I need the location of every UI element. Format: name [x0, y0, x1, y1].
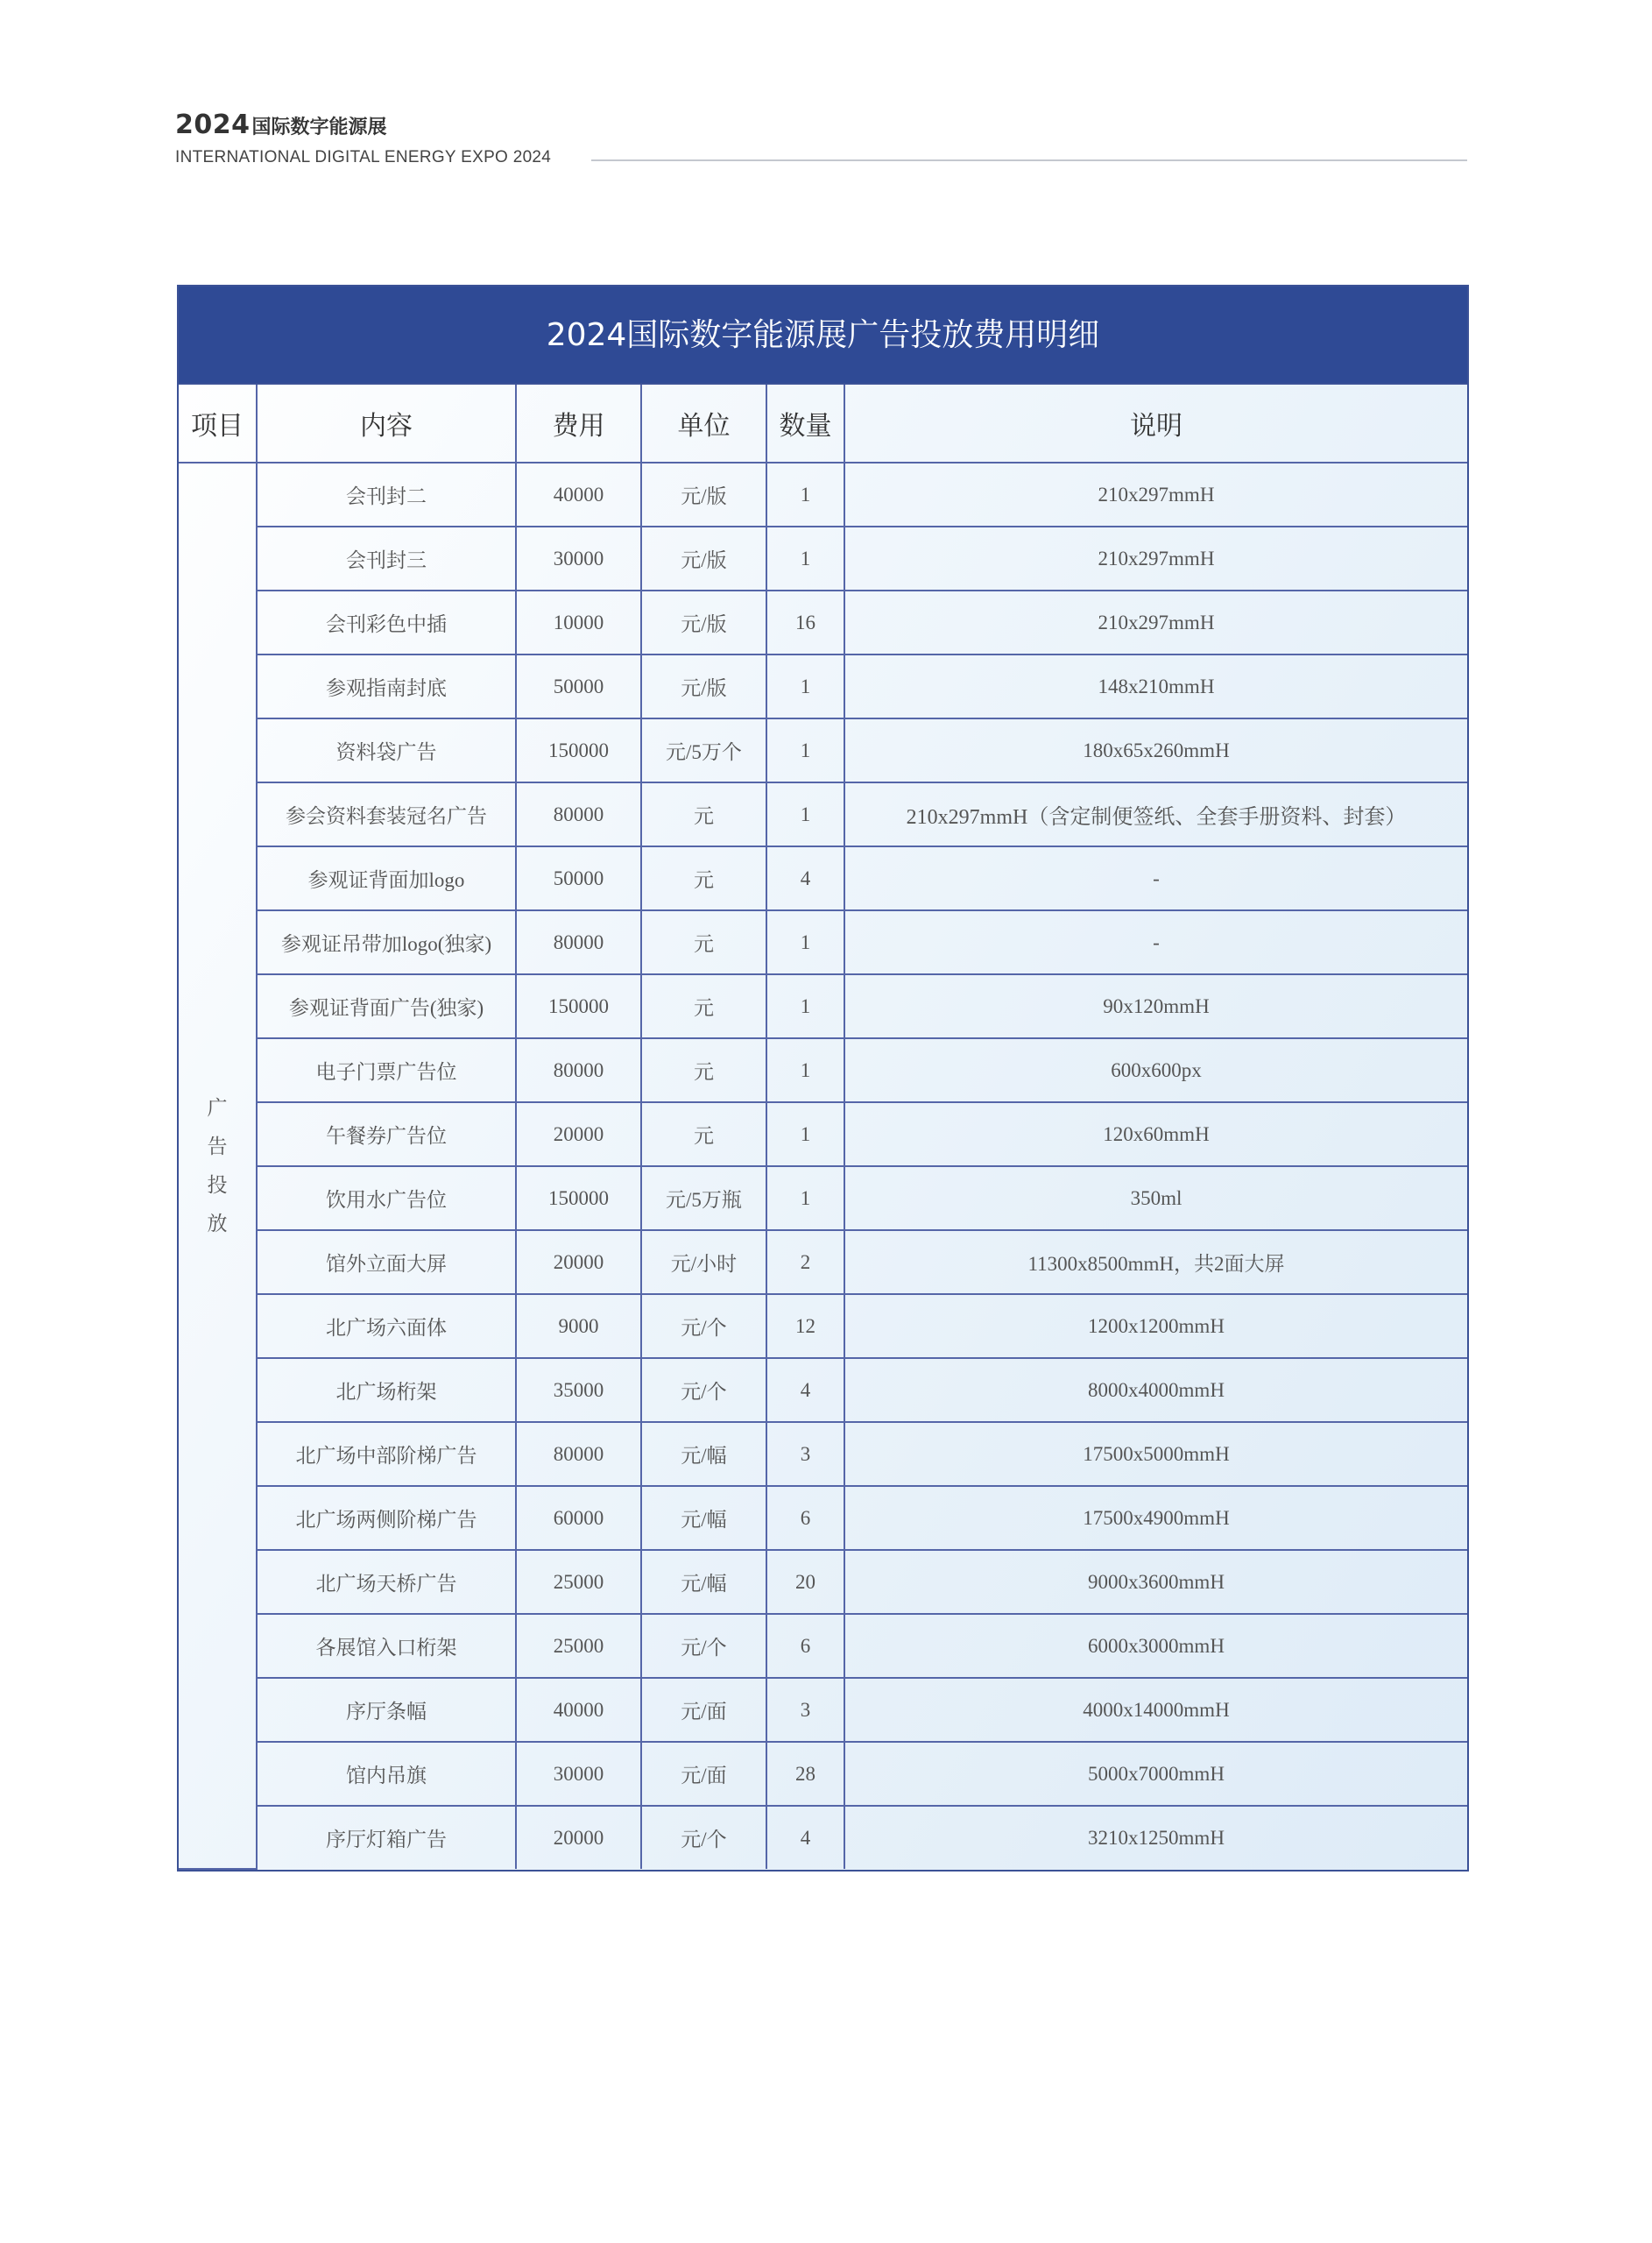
cell-content: 会刊彩色中插 — [257, 591, 516, 655]
table-row — [179, 1550, 1467, 1614]
cell-quantity: 6 — [766, 1614, 844, 1678]
cell-unit: 元 — [641, 974, 766, 1038]
cell-content: 馆外立面大屏 — [257, 1230, 516, 1294]
cell-content: 参观证背面广告(独家) — [257, 974, 516, 1038]
cell-content: 会刊封二 — [257, 463, 516, 527]
table-row — [179, 1806, 1467, 1869]
cell-unit: 元/个 — [641, 1294, 766, 1358]
cell-quantity: 28 — [766, 1742, 844, 1806]
cell-quantity: 1 — [766, 718, 844, 782]
table-row — [179, 527, 1467, 591]
table-row — [179, 974, 1467, 1038]
cell-unit: 元/面 — [641, 1742, 766, 1806]
cell-fee: 80000 — [516, 782, 641, 846]
cell-unit: 元/面 — [641, 1678, 766, 1742]
header-divider — [591, 159, 1467, 161]
cell-description: 148x210mmH — [844, 655, 1467, 718]
cell-content: 资料袋广告 — [257, 718, 516, 782]
category-char: 广 — [207, 1096, 228, 1120]
cell-description: 180x65x260mmH — [844, 718, 1467, 782]
cell-quantity: 12 — [766, 1294, 844, 1358]
table-row — [179, 1166, 1467, 1230]
cell-description: 210x297mmH — [844, 591, 1467, 655]
page-header — [175, 110, 1467, 180]
cell-description: 90x120mmH — [844, 974, 1467, 1038]
cell-content: 北广场中部阶梯广告 — [257, 1422, 516, 1486]
cell-fee: 10000 — [516, 591, 641, 655]
cell-quantity: 4 — [766, 1358, 844, 1422]
cell-fee: 35000 — [516, 1358, 641, 1422]
cell-quantity: 16 — [766, 591, 844, 655]
cell-content: 序厅条幅 — [257, 1678, 516, 1742]
table-row — [179, 1422, 1467, 1486]
cell-fee: 30000 — [516, 527, 641, 591]
cell-description: 120x60mmH — [844, 1102, 1467, 1166]
cell-description: 8000x4000mmH — [844, 1358, 1467, 1422]
cell-quantity: 1 — [766, 974, 844, 1038]
cell-quantity: 20 — [766, 1550, 844, 1614]
cell-unit: 元 — [641, 846, 766, 910]
cell-fee: 30000 — [516, 1742, 641, 1806]
cell-description: 4000x14000mmH — [844, 1678, 1467, 1742]
cell-content: 北广场桁架 — [257, 1358, 516, 1422]
cell-unit: 元/版 — [641, 591, 766, 655]
table-row — [179, 1358, 1467, 1422]
cell-description: - — [844, 910, 1467, 974]
cell-content: 电子门票广告位 — [257, 1038, 516, 1102]
table-row — [179, 1614, 1467, 1678]
cell-quantity: 4 — [766, 846, 844, 910]
category-char: 投 — [207, 1173, 228, 1197]
category-char: 告 — [207, 1135, 228, 1158]
table-row — [179, 718, 1467, 782]
table-row — [179, 1294, 1467, 1358]
cell-fee: 20000 — [516, 1230, 641, 1294]
category-char: 放 — [207, 1212, 228, 1235]
table-row — [179, 1742, 1467, 1806]
table-row — [179, 846, 1467, 910]
cell-unit: 元 — [641, 782, 766, 846]
cell-content: 馆内吊旗 — [257, 1742, 516, 1806]
cell-fee: 150000 — [516, 974, 641, 1038]
cell-quantity: 1 — [766, 1102, 844, 1166]
cell-content: 参观证背面加logo — [257, 846, 516, 910]
cell-content: 北广场两侧阶梯广告 — [257, 1486, 516, 1550]
cell-fee: 80000 — [516, 1422, 641, 1486]
cell-content: 参观证吊带加logo(独家) — [257, 910, 516, 974]
cell-unit: 元/小时 — [641, 1230, 766, 1294]
cell-unit: 元/个 — [641, 1806, 766, 1869]
cell-description: - — [844, 846, 1467, 910]
expo-year: 2024 — [175, 110, 251, 140]
table-row — [179, 1102, 1467, 1166]
fee-table-body — [179, 463, 1467, 1869]
cell-description: 9000x3600mmH — [844, 1550, 1467, 1614]
cell-quantity: 1 — [766, 527, 844, 591]
cell-description: 210x297mmH — [844, 463, 1467, 527]
cell-fee: 60000 — [516, 1486, 641, 1550]
cell-content: 北广场六面体 — [257, 1294, 516, 1358]
category-cell — [179, 463, 257, 1869]
expo-title — [175, 110, 387, 140]
cell-fee: 25000 — [516, 1614, 641, 1678]
cell-content: 参观指南封底 — [257, 655, 516, 718]
header-description: 说明 — [844, 385, 1467, 463]
cell-description: 17500x5000mmH — [844, 1422, 1467, 1486]
cell-content: 午餐券广告位 — [257, 1102, 516, 1166]
expo-name: 国际数字能源展 — [251, 117, 387, 138]
cell-description: 11300x8500mmH，共2面大屏 — [844, 1230, 1467, 1294]
cell-unit: 元/版 — [641, 527, 766, 591]
cell-fee: 25000 — [516, 1550, 641, 1614]
page-blank-area — [0, 1875, 1652, 2243]
cell-quantity: 2 — [766, 1230, 844, 1294]
cell-quantity: 6 — [766, 1486, 844, 1550]
header-item: 项目 — [179, 385, 257, 463]
cell-unit: 元/5万瓶 — [641, 1166, 766, 1230]
cell-unit: 元/幅 — [641, 1550, 766, 1614]
cell-fee: 9000 — [516, 1294, 641, 1358]
cell-content: 北广场天桥广告 — [257, 1550, 516, 1614]
cell-unit: 元/个 — [641, 1614, 766, 1678]
cell-fee: 20000 — [516, 1806, 641, 1869]
cell-quantity: 1 — [766, 782, 844, 846]
cell-fee: 50000 — [516, 655, 641, 718]
header-unit: 单位 — [641, 385, 766, 463]
cell-quantity: 1 — [766, 910, 844, 974]
cell-fee: 50000 — [516, 846, 641, 910]
table-row — [179, 1678, 1467, 1742]
cell-content: 序厅灯箱广告 — [257, 1806, 516, 1869]
cell-unit: 元 — [641, 910, 766, 974]
table-row — [179, 910, 1467, 974]
cell-description: 5000x7000mmH — [844, 1742, 1467, 1806]
cell-fee: 80000 — [516, 1038, 641, 1102]
header-quantity: 数量 — [766, 385, 844, 463]
cell-quantity: 1 — [766, 655, 844, 718]
cell-fee: 150000 — [516, 718, 641, 782]
table-row — [179, 655, 1467, 718]
table-row — [179, 1038, 1467, 1102]
cell-description: 210x297mmH（含定制便签纸、全套手册资料、封套） — [844, 782, 1467, 846]
cell-quantity: 4 — [766, 1806, 844, 1869]
cell-description: 17500x4900mmH — [844, 1486, 1467, 1550]
cell-description: 1200x1200mmH — [844, 1294, 1467, 1358]
fee-table — [179, 385, 1467, 1870]
cell-fee: 20000 — [516, 1102, 641, 1166]
cell-unit: 元/版 — [641, 463, 766, 527]
cell-quantity: 1 — [766, 463, 844, 527]
cell-description: 350ml — [844, 1166, 1467, 1230]
cell-fee: 80000 — [516, 910, 641, 974]
header-content: 内容 — [257, 385, 516, 463]
cell-content: 会刊封三 — [257, 527, 516, 591]
table-row — [179, 463, 1467, 527]
fee-table-container — [177, 285, 1469, 1872]
cell-content: 各展馆入口桁架 — [257, 1614, 516, 1678]
cell-quantity: 1 — [766, 1166, 844, 1230]
cell-unit: 元/幅 — [641, 1422, 766, 1486]
cell-description: 3210x1250mmH — [844, 1806, 1467, 1869]
cell-fee: 40000 — [516, 1678, 641, 1742]
cell-quantity: 1 — [766, 1038, 844, 1102]
cell-unit: 元/版 — [641, 655, 766, 718]
cell-fee: 40000 — [516, 463, 641, 527]
cell-unit: 元/个 — [641, 1358, 766, 1422]
table-row — [179, 782, 1467, 846]
table-row — [179, 1230, 1467, 1294]
cell-description: 210x297mmH — [844, 527, 1467, 591]
cell-quantity: 3 — [766, 1678, 844, 1742]
table-title: 2024国际数字能源展广告投放费用明细 — [179, 287, 1467, 385]
expo-subtitle: INTERNATIONAL DIGITAL ENERGY EXPO 2024 — [175, 148, 552, 166]
cell-content: 参会资料套装冠名广告 — [257, 782, 516, 846]
header-fee: 费用 — [516, 385, 641, 463]
cell-content: 饮用水广告位 — [257, 1166, 516, 1230]
table-row — [179, 1486, 1467, 1550]
cell-description: 600x600px — [844, 1038, 1467, 1102]
table-header-row — [179, 385, 1467, 463]
table-row — [179, 591, 1467, 655]
cell-quantity: 3 — [766, 1422, 844, 1486]
cell-unit: 元 — [641, 1102, 766, 1166]
cell-unit: 元/幅 — [641, 1486, 766, 1550]
cell-description: 6000x3000mmH — [844, 1614, 1467, 1678]
cell-fee: 150000 — [516, 1166, 641, 1230]
cell-unit: 元 — [641, 1038, 766, 1102]
cell-unit: 元/5万个 — [641, 718, 766, 782]
